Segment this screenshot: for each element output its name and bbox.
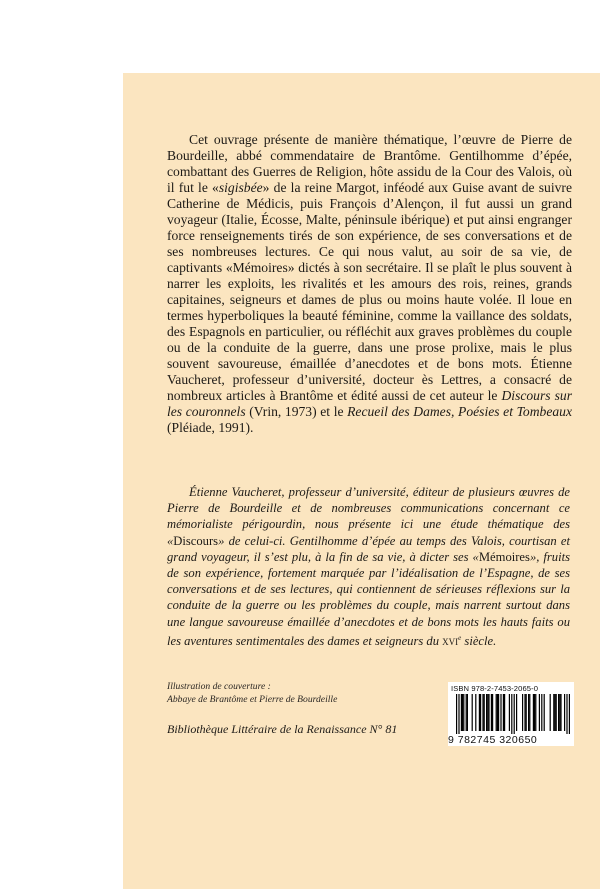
isbn-label: ISBN 978-2-7453-2065-0 <box>451 684 539 693</box>
summary-text-2: » de celui-ci. Gentilhomme d’épée au temps des Valois, courtisan et grand voyageur, il s’est plu, à la fin de sa vie, à dicter ses « <box>167 533 570 564</box>
barcode-bar <box>479 694 480 731</box>
barcode-bar <box>498 694 499 731</box>
barcode-bar <box>528 694 529 731</box>
barcode-bar <box>524 694 525 731</box>
barcode-bar <box>458 694 459 734</box>
barcode-bar <box>569 694 570 734</box>
summary-term-discours: Discours <box>173 533 219 548</box>
barcode-bar <box>566 694 567 734</box>
barcode-bar <box>486 694 487 731</box>
credit-subject: Abbaye de Brantôme et Pierre de Bourdeille <box>167 694 338 705</box>
barcode-bar <box>487 694 488 731</box>
barcode-image <box>448 694 574 734</box>
barcode-bar <box>497 694 498 731</box>
barcode-bar <box>534 694 535 731</box>
barcode-bar <box>541 694 542 731</box>
barcode-bar <box>529 694 530 731</box>
barcode-bar <box>492 694 493 731</box>
barcode-bar <box>514 694 515 734</box>
barcode-bar <box>491 694 492 731</box>
barcode-bar <box>558 694 559 731</box>
summary-term-memoires: Mémoires <box>478 549 530 564</box>
barcode-bar <box>503 694 504 731</box>
book-description <box>167 132 572 436</box>
book-summary <box>167 484 570 649</box>
barcode-bar <box>480 694 481 731</box>
barcode-box <box>448 682 574 746</box>
barcode-bar <box>482 694 483 731</box>
credit-heading: Illustration de couverture : <box>167 681 271 692</box>
barcode-bar <box>559 694 560 731</box>
barcode-bar <box>466 694 467 731</box>
barcode-bar <box>511 694 512 734</box>
barcode-bar <box>550 694 551 731</box>
barcode-bar <box>554 694 555 731</box>
barcode-bar <box>553 694 554 731</box>
barcode-bar <box>556 694 557 731</box>
summary-text-4: siècle. <box>461 634 497 649</box>
barcode-bar <box>484 694 485 731</box>
barcode-bar <box>463 694 464 731</box>
barcode-bar <box>475 694 476 731</box>
summary-text-1: Étienne Vaucheret, professeur d’université, éditeur de plusieurs œuvres de Pierre de Bourdeille et de nombreuses communications concernant ce mémorialiste périgourdin, nous présente ici une étude thématique des « <box>167 485 570 548</box>
barcode-bar <box>544 694 545 731</box>
barcode-bar <box>467 694 468 731</box>
barcode-bar <box>564 694 565 731</box>
barcode-bar <box>496 694 497 731</box>
summary-text-3: », fruits de son expérience, fortement marquée par l’idéalisation de l’Espagne, de ses conversations et de ses lectures, qui contiennent de sérieuses réflexions sur la conduite de la guerre ou les problèmes du couple, mais narrent surtout dans une langue savoureuse émaillée d’anecdotes et de bons mots les hauts faits ou les aventures sentimentales des dames et seigneurs du <box>167 549 570 649</box>
description-term-sigisbee: sigisbée <box>218 180 263 195</box>
barcode-bar <box>500 694 501 731</box>
series-title: Bibliothèque Littéraire de la Renaissance N° 81 <box>167 722 398 736</box>
barcode-bar <box>509 694 510 731</box>
barcode-bar <box>504 694 505 731</box>
summary-century-sup: e <box>458 633 462 642</box>
barcode-bar <box>526 694 527 731</box>
description-text-2: » de la reine Margot, inféodé aux Guise avant de suivre Catherine de Médicis, puis François d’Alençon, il fut aussi un grand voyageur (Italie, Écosse, Malte, péninsule ibérique) et put ainsi engranger force renseignements tirés de son expérience, de ses conversations et de ses nombreuses lectures. Ce qui nous valut, au soir de sa vie, de captivants «Mémoires» dictés à son secrétaire. Il se plaît le plus souvent à narrer les exploits, les rivalités et les amours des rois, reines, grands capitaines, seigneurs et dames de plus ou moins haute volée. Il loue en termes hyperboliques la beauté féminine, comme la vaillance des soldats, des Espagnols en particulier, ou réfléchit aux graves problèmes du couple ou de la conduite de la guerre, dans une prose prolixe, mais le plus souvent savoureuse, émaillée d’anecdotes et de bons mots. Étienne Vaucheret, professeur d’université, docteur ès Lettres, a consacré de nombreux articles à Brantôme et édité aussi de cet auteur le <box>167 180 572 403</box>
barcode-bar <box>533 694 534 731</box>
description-text-3: (Vrin, 1973) et le <box>245 404 348 419</box>
summary-century-numeral: xvi <box>442 634 459 649</box>
barcode-digits: 9 782745 320650 <box>448 734 538 746</box>
description-title-discours: Discours sur les couronnels <box>167 388 572 419</box>
barcode-bar <box>472 694 473 731</box>
barcode-bar <box>462 694 463 731</box>
barcode-bar <box>560 694 561 731</box>
barcode-bar <box>522 694 523 731</box>
barcode-bar <box>456 694 457 734</box>
cover-credit <box>167 680 337 706</box>
barcode-bar <box>488 694 489 731</box>
barcode-bar <box>516 694 517 731</box>
description-text-1: Cet ouvrage présente de manière thématique, l’œuvre de Pierre de Bourdeille, abbé commendataire de Brantôme. Gentilhomme d’épée, combattant des Guerres de Religion, hôte assidu de la Cour des Valois, où il fut le « <box>167 132 572 195</box>
description-text-4: (Pléiade, 1991). <box>167 420 254 435</box>
description-title-recueil: Recueil des Dames, Poésies et Tombeaux <box>347 404 572 419</box>
barcode-bar <box>535 694 536 731</box>
barcode-bar <box>539 694 540 731</box>
barcode-bar <box>461 694 462 731</box>
